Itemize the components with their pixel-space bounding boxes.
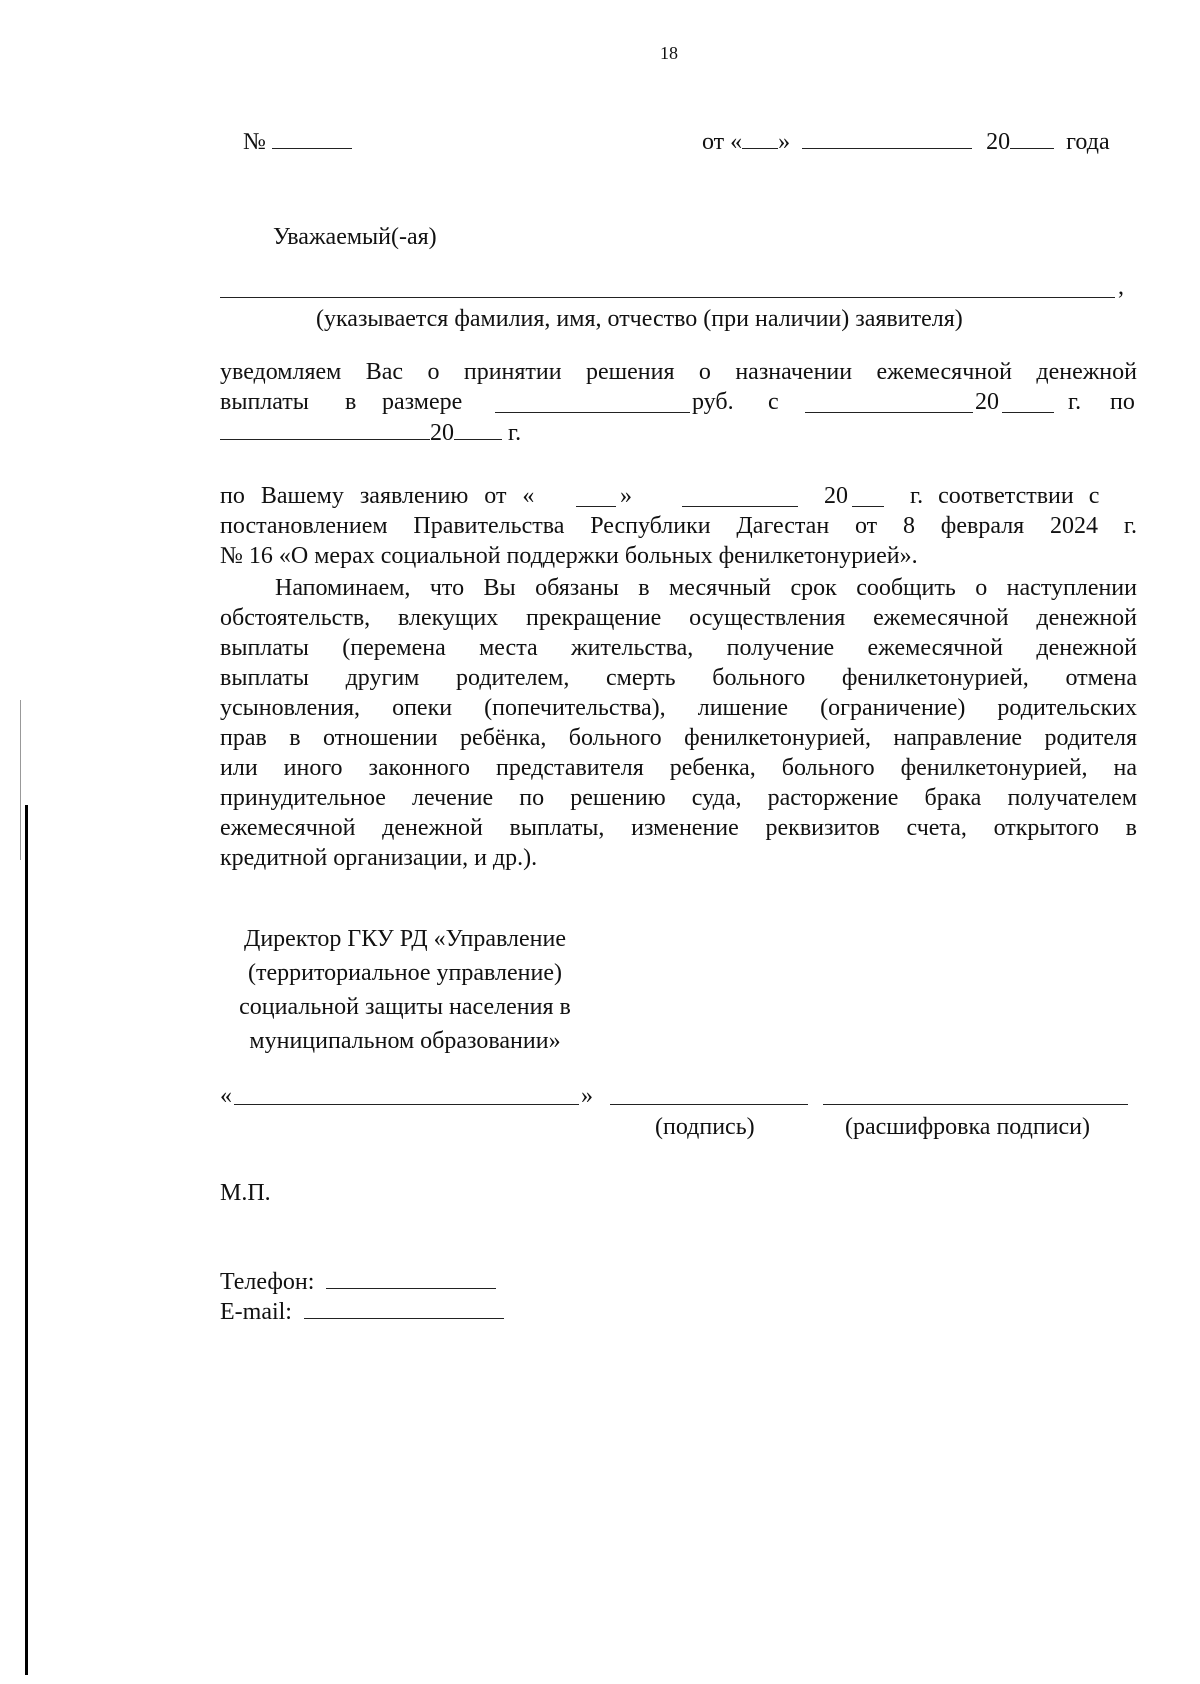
para1-v: в <box>345 389 357 415</box>
date-prefix: от « <box>702 129 743 155</box>
para1-line1: уведомляем Вас о принятии решения о назначении ежемесячной денежной <box>220 359 1137 385</box>
para2-tail: г. соответствии с <box>910 483 1100 509</box>
phone-label: Телефон: <box>220 1269 315 1295</box>
fio-line[interactable] <box>220 297 1115 298</box>
para2-po-zayavleniyu: по Вашему заявлению от « <box>220 483 535 509</box>
para1-line3 <box>220 417 521 448</box>
para2-line3: № 16 «О мерах социальной поддержки больных фенилкетонурией». <box>220 543 918 569</box>
application-day-field[interactable] <box>576 484 616 507</box>
signature-open-quote: « <box>220 1083 232 1109</box>
end-date-field[interactable] <box>220 417 430 440</box>
para1-vyplaty: выплаты <box>220 389 309 415</box>
number-field[interactable] <box>272 126 352 149</box>
greeting: Уважаемый(-ая) <box>273 224 437 250</box>
application-month-field[interactable] <box>682 484 798 507</box>
para3-line1: Напоминаем, что Вы обязаны в месячный срок сообщить о наступлении <box>275 575 1137 601</box>
decode-caption: (расшифровка подписи) <box>845 1114 1090 1140</box>
para2-line2: постановлением Правительства Республики Дагестан от 8 февраля 2024 г. <box>220 513 1137 539</box>
email-label: E-mail: <box>220 1299 292 1325</box>
email-field[interactable] <box>304 1296 504 1319</box>
para3-line6: прав в отношении ребёнка, больного фенилкетонурией, направление родителя <box>220 725 1137 751</box>
signature-close-quote: » <box>581 1083 593 1109</box>
signature-decode-line[interactable] <box>823 1104 1128 1105</box>
margin-thin-line <box>20 700 21 860</box>
date-mid: » <box>778 129 791 155</box>
application-year-field[interactable] <box>852 484 884 507</box>
year-suffix: года <box>1066 129 1110 155</box>
fio-comma: , <box>1118 274 1124 300</box>
year-field[interactable] <box>1010 126 1054 149</box>
para3-line5: усыновления, опеки (попечительства), лишение (ограничение) родительских <box>220 695 1137 721</box>
page-number: 18 <box>660 43 678 63</box>
signatory-line1: Директор ГКУ РД «Управление <box>243 926 567 952</box>
para3-line7: или иного законного представителя ребенка, больного фенилкетонурией, на <box>220 755 1137 781</box>
para2-close-quote: » <box>620 483 632 509</box>
start-date-field[interactable] <box>805 390 973 413</box>
signatory-line3: социальной защиты населения в <box>239 994 571 1020</box>
signature-line[interactable] <box>610 1104 808 1105</box>
header-row <box>243 126 352 157</box>
signatory-block <box>215 922 595 1058</box>
email-row <box>220 1296 504 1327</box>
para1-s: с <box>768 389 779 415</box>
para1-g2: г. <box>508 420 522 446</box>
year-prefix: 20 <box>986 129 1011 155</box>
signatory-line2: (территориальное управление) <box>247 960 563 986</box>
margin-binding-line <box>25 805 28 1675</box>
end-year-field[interactable] <box>454 417 502 440</box>
para3-line3: выплаты (перемена места жительства, получение ежемесячной денежной <box>220 635 1137 661</box>
para3-line8: принудительное лечение по решению суда, расторжение брака получателем <box>220 785 1137 811</box>
phone-field[interactable] <box>326 1266 496 1289</box>
para3-line4: выплаты другим родителем, смерть больного фенилкетонурией, отмена <box>220 665 1137 691</box>
number-label: № <box>243 129 266 155</box>
para3-line2: обстоятельств, влекущих прекращение осуществления ежемесячной денежной <box>220 605 1137 631</box>
para1-po: по <box>1110 389 1135 415</box>
fio-caption: (указывается фамилия, имя, отчество (при наличии) заявителя) <box>316 306 963 332</box>
signatory-line4: муниципальном образовании» <box>249 1028 561 1054</box>
para1-razmere: размере <box>382 389 463 415</box>
para1-rub: руб. <box>692 389 734 415</box>
month-field[interactable] <box>802 126 972 149</box>
amount-field[interactable] <box>495 390 690 413</box>
para2-20: 20 <box>824 483 848 509</box>
signature-date-line[interactable] <box>234 1104 579 1105</box>
phone-row <box>220 1266 496 1297</box>
para1-20b: 20 <box>430 420 454 446</box>
para3-line10: кредитной организации, и др.). <box>220 845 538 871</box>
stamp-label: М.П. <box>220 1180 271 1206</box>
date-row <box>702 126 1110 157</box>
sign-caption: (подпись) <box>655 1114 755 1140</box>
para1-20a: 20 <box>975 389 999 415</box>
para3-line9: ежемесячной денежной выплаты, изменение реквизитов счета, открытого в <box>220 815 1137 841</box>
start-year-field[interactable] <box>1002 390 1054 413</box>
day-field[interactable] <box>742 126 778 149</box>
para1-g: г. <box>1068 389 1082 415</box>
